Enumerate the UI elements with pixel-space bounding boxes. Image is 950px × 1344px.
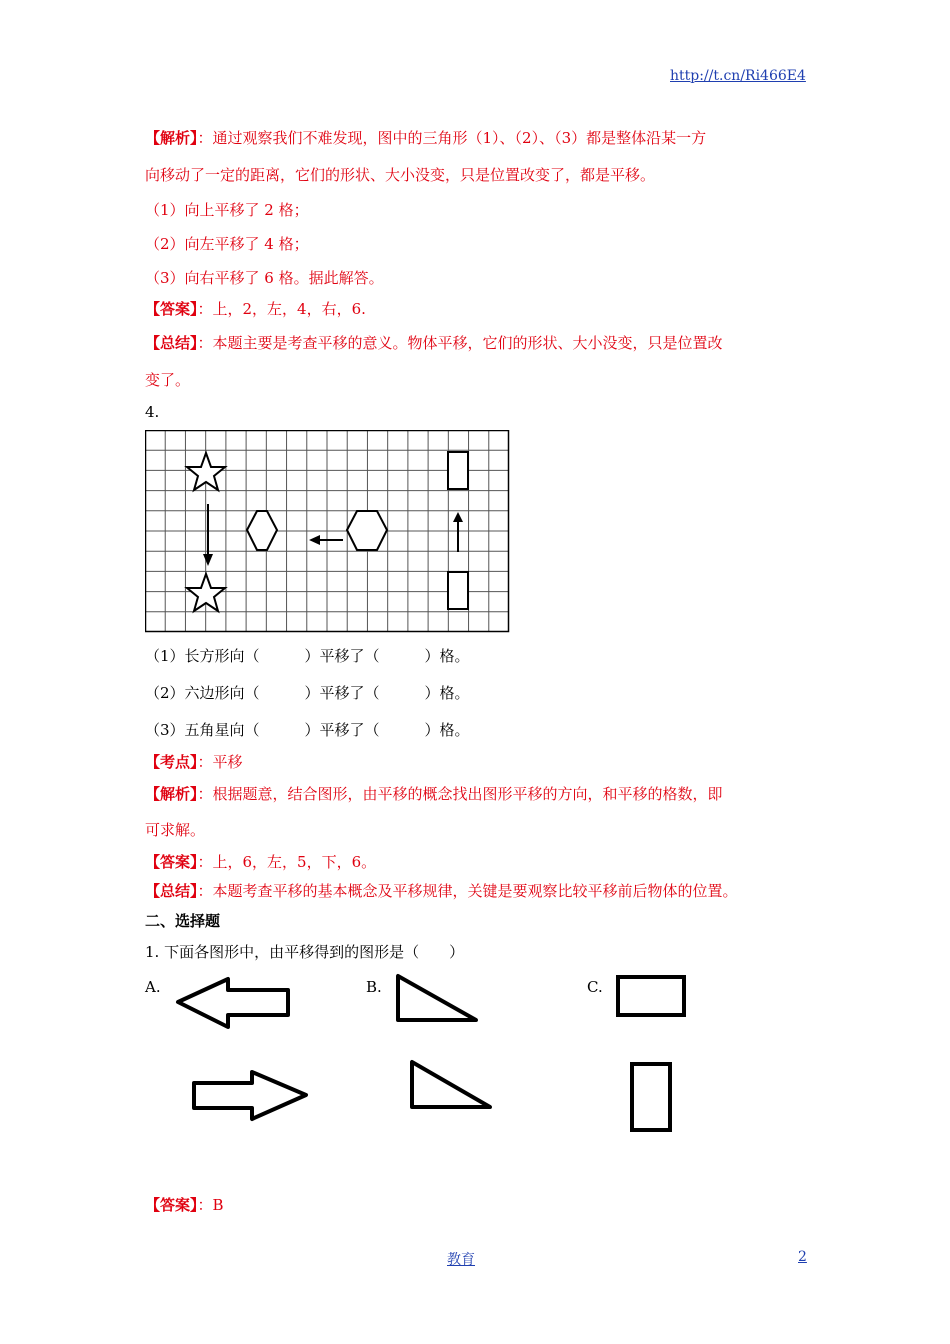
q3-analysis-line1 bbox=[145, 128, 706, 148]
q4-sub2: （2）六边形向（ ）平移了（ ）格。 bbox=[145, 684, 470, 702]
q4-answer bbox=[145, 852, 376, 872]
rectangle-vertical-icon bbox=[632, 1064, 670, 1130]
section2-heading: 二、选择题 bbox=[145, 912, 221, 930]
up-arrow-head-icon bbox=[453, 512, 463, 522]
triangle-top-icon bbox=[398, 976, 476, 1020]
right-block-arrow-icon bbox=[194, 1072, 306, 1119]
q3-summary-line2: 变了。 bbox=[145, 371, 191, 389]
q3-step3: （3）向右平移了 6 格。据此解答。 bbox=[145, 269, 384, 287]
analysis-tag: 【解析】 bbox=[145, 129, 198, 147]
option-b-label: B. bbox=[366, 978, 382, 996]
point-text: ：平移 bbox=[197, 753, 243, 771]
answer-tag: 【答案】 bbox=[145, 853, 198, 871]
q4-analysis-line2: 可求解。 bbox=[145, 821, 206, 839]
answer-tag: 【答案】 bbox=[145, 1196, 198, 1214]
option-c-label: C. bbox=[587, 978, 603, 996]
answer-text: ：B bbox=[197, 1196, 224, 1214]
answer-text: ：上，6，左，5，下，6。 bbox=[197, 853, 377, 871]
q3-analysis-line2: 向移动了一定的距离，它们的形状、大小没变，只是位置改变了，都是平移。 bbox=[145, 166, 656, 184]
q4-point bbox=[145, 752, 243, 772]
q4-analysis-line1 bbox=[145, 784, 723, 804]
section2-answer bbox=[145, 1195, 224, 1215]
option-b-figure bbox=[390, 970, 500, 1120]
header-url[interactable]: http://t.cn/Ri466E4 bbox=[670, 68, 806, 84]
answer-tag: 【答案】 bbox=[145, 300, 198, 318]
q4-sub1: （1）长方形向（ ）平移了（ ）格。 bbox=[145, 647, 470, 665]
answer-text: ：上，2，左，4，右，6. bbox=[197, 300, 366, 318]
q3-step1: （1）向上平移了 2 格； bbox=[145, 201, 309, 219]
q4-summary bbox=[145, 881, 738, 901]
analysis-tag: 【解析】 bbox=[145, 785, 198, 803]
summary-tag: 【总结】 bbox=[145, 334, 198, 352]
left-block-arrow-icon bbox=[178, 979, 288, 1027]
hexagon-right-icon bbox=[347, 511, 387, 550]
summary-text: ：本题考查平移的基本概念及平移规律，关键是要观察比较平移前后物体的位置。 bbox=[197, 882, 738, 900]
q4-sub3: （3）五角星向（ ）平移了（ ）格。 bbox=[145, 721, 470, 739]
summary-tag: 【总结】 bbox=[145, 882, 198, 900]
point-tag: 【考点】 bbox=[145, 753, 198, 771]
rectangle-horizontal-icon bbox=[618, 977, 684, 1015]
down-arrow-head-icon bbox=[203, 554, 213, 566]
triangle-bottom-icon bbox=[412, 1062, 490, 1107]
left-arrow-head-icon bbox=[309, 535, 320, 545]
translation-grid-figure bbox=[145, 430, 510, 633]
section2-q1: 1. 下面各图形中，由平移得到的图形是（ ） bbox=[145, 943, 465, 961]
rectangle-bottom-icon bbox=[448, 572, 468, 609]
option-c-figure bbox=[610, 970, 700, 1140]
q3-summary-line1 bbox=[145, 333, 723, 353]
hexagon-left-icon bbox=[247, 511, 277, 550]
q3-step2: （2）向左平移了 4 格； bbox=[145, 235, 309, 253]
rectangle-top-icon bbox=[448, 452, 468, 489]
analysis-text: ：根据题意，结合图形，由平移的概念找出图形平移的方向，和平移的格数，即 bbox=[197, 785, 723, 803]
q3-answer bbox=[145, 299, 366, 319]
footer-center-link[interactable]: 教育 bbox=[447, 1252, 475, 1268]
analysis-text: ：通过观察我们不难发现，图中的三角形（1）、（2）、（3）都是整体沿某一方 bbox=[197, 129, 707, 147]
summary-text: ：本题主要是考查平移的意义。物体平移，它们的形状、大小没变，只是位置改 bbox=[197, 334, 723, 352]
q4-number: 4. bbox=[145, 403, 160, 421]
option-a-figure bbox=[170, 975, 320, 1135]
page-number: 2 bbox=[798, 1249, 807, 1265]
option-a-label: A. bbox=[145, 978, 161, 996]
